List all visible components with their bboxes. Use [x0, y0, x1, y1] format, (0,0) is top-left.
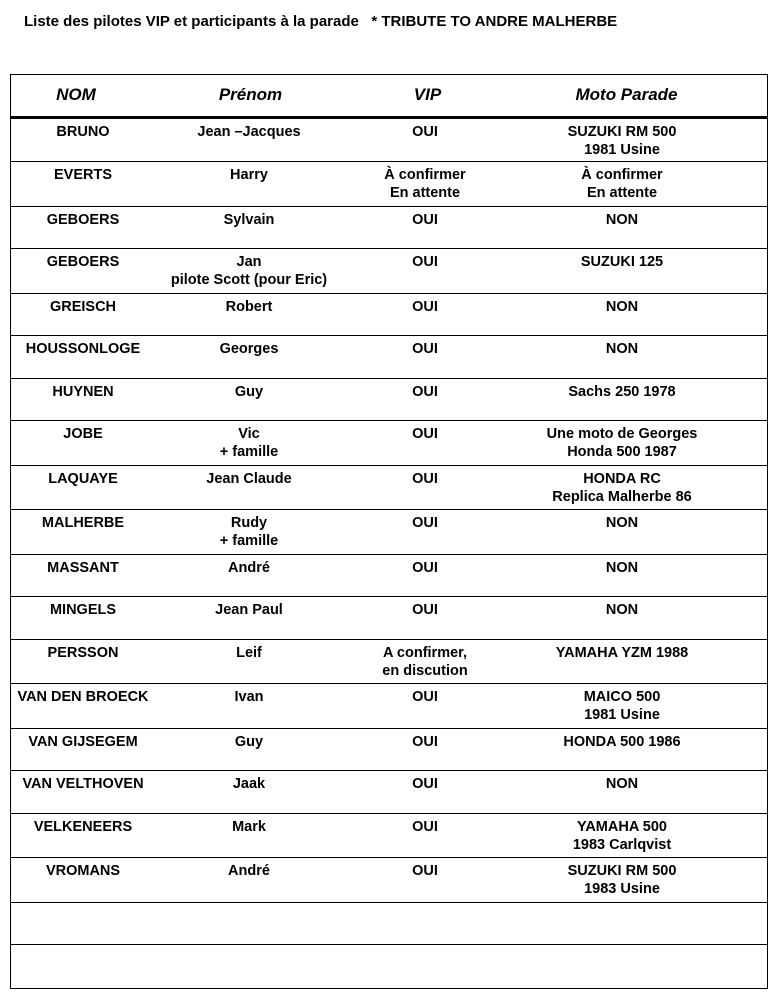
- cell-prenom-line: Rudy: [230, 515, 268, 531]
- cell-moto-line: Honda 500 1987: [567, 444, 677, 460]
- cell-vip-line: À confirmer: [384, 167, 466, 183]
- cell-moto-line: SUZUKI RM 500: [567, 123, 677, 140]
- cell-moto-line: 1983 Carlqvist: [572, 836, 672, 853]
- cell-prenom: [163, 813, 365, 858]
- cell-prenom-line: Jan: [236, 254, 262, 270]
- cell-moto: [513, 249, 767, 294]
- cell-vip-line: OUI: [412, 602, 438, 618]
- cell-moto-line: NON: [605, 341, 639, 357]
- cell-prenom-line: Jean –Jacques: [197, 123, 301, 140]
- cell-moto-line: HONDA RC: [583, 470, 661, 487]
- cell-moto: [513, 117, 767, 162]
- cell-prenom-line: Guy: [234, 733, 264, 750]
- cell-moto: [513, 510, 767, 555]
- table-row: [11, 336, 767, 379]
- table-row: [11, 117, 767, 162]
- cell-moto: [513, 813, 767, 858]
- cell-nom: MINGELS: [49, 602, 117, 618]
- cell-vip: [365, 902, 513, 945]
- cell-vip: [365, 378, 513, 421]
- cell-vip-line: OUI: [412, 559, 438, 576]
- cell-prenom: [163, 945, 365, 988]
- cell-prenom-line: Robert: [225, 298, 273, 315]
- cell-prenom: [163, 858, 365, 903]
- cell-prenom-line: André: [228, 863, 270, 879]
- cell-moto-line: NON: [605, 211, 639, 228]
- cell-moto: [513, 206, 767, 249]
- table-row: [11, 510, 767, 555]
- table-row: [11, 293, 767, 336]
- table-header-row: [11, 75, 767, 117]
- cell-moto: [513, 421, 767, 466]
- cell-vip: [365, 597, 513, 640]
- cell-moto-line: Une moto de Georges: [546, 426, 698, 442]
- cell-moto-line: NON: [605, 515, 639, 531]
- page-title: Liste des pilotes VIP et participants à la parade * TRIBUTE TO ANDRE MALHERBE: [24, 13, 618, 30]
- column-header-prenom: Prénom: [163, 75, 365, 117]
- cell-prenom: [163, 465, 365, 510]
- cell-prenom: [163, 639, 365, 684]
- cell-prenom: [163, 771, 365, 814]
- cell-nom: HOUSSONLOGE: [25, 341, 141, 357]
- cell-prenom-line: André: [228, 559, 270, 576]
- cell-prenom: [163, 162, 365, 207]
- cell-nom: [11, 945, 163, 988]
- cell-moto: [513, 684, 767, 729]
- cell-prenom-line: pilote Scott (pour Eric): [170, 272, 328, 288]
- cell-prenom-line: + famille: [219, 533, 279, 549]
- cell-prenom: [163, 421, 365, 466]
- cell-vip: [365, 945, 513, 988]
- cell-moto: [513, 902, 767, 945]
- cell-moto-line: SUZUKI 125: [580, 254, 664, 270]
- cell-vip-line: OUI: [412, 341, 438, 357]
- table-row: [11, 421, 767, 466]
- cell-vip: [365, 336, 513, 379]
- cell-prenom-line: Georges: [219, 341, 279, 357]
- cell-moto-line: 1983 Usine: [584, 881, 660, 897]
- cell-nom: VELKENEERS: [33, 818, 133, 835]
- cell-prenom: [163, 902, 365, 945]
- cell-prenom-line: Jean Paul: [215, 602, 283, 618]
- cell-vip: [365, 117, 513, 162]
- cell-nom: VAN VELTHOVEN: [22, 776, 144, 792]
- cell-moto: [513, 336, 767, 379]
- cell-moto-line: NON: [605, 559, 639, 576]
- table-row: [11, 771, 767, 814]
- cell-moto-line: YAMAHA YZM 1988: [555, 644, 689, 661]
- cell-nom: GEBOERS: [46, 211, 120, 228]
- cell-prenom-line: Jean Claude: [206, 470, 292, 487]
- table-row: [11, 162, 767, 207]
- cell-prenom: [163, 336, 365, 379]
- table-row: [11, 728, 767, 771]
- cell-vip-line: OUI: [412, 470, 438, 487]
- cell-prenom: [163, 117, 365, 162]
- cell-nom: GREISCH: [49, 298, 117, 315]
- cell-vip-line: OUI: [412, 515, 438, 531]
- cell-vip-line: OUI: [412, 383, 438, 400]
- cell-vip-line: OUI: [412, 776, 438, 792]
- cell-prenom: [163, 554, 365, 597]
- cell-prenom: [163, 249, 365, 294]
- cell-prenom-line: Vic: [238, 426, 260, 442]
- cell-vip-line: En attente: [389, 185, 461, 201]
- cell-vip: [365, 858, 513, 903]
- column-header-moto-parade: Moto Parade: [513, 75, 767, 117]
- table-row: [11, 249, 767, 294]
- cell-nom: [11, 902, 163, 945]
- cell-moto: [513, 162, 767, 207]
- cell-vip-line: A confirmer,: [382, 644, 468, 661]
- column-header-vip: VIP: [365, 75, 513, 117]
- cell-vip-line: OUI: [412, 733, 438, 750]
- cell-moto-line: À confirmer: [581, 167, 663, 183]
- cell-vip-line: OUI: [412, 123, 438, 140]
- table-row: [11, 378, 767, 421]
- cell-moto: [513, 771, 767, 814]
- cell-vip: [365, 293, 513, 336]
- cell-moto-line: 1981 Usine: [584, 141, 660, 158]
- cell-nom: EVERTS: [53, 167, 112, 183]
- table-row: [11, 465, 767, 510]
- table-row: [11, 684, 767, 729]
- cell-vip: [365, 728, 513, 771]
- table-row: [11, 639, 767, 684]
- cell-moto-line: MAICO 500: [583, 689, 661, 705]
- cell-vip-line: en discution: [382, 662, 468, 679]
- cell-prenom-line: Jaak: [232, 776, 266, 792]
- cell-prenom: [163, 597, 365, 640]
- cell-moto-line: Sachs 250 1978: [568, 383, 676, 400]
- cell-moto: [513, 858, 767, 903]
- cell-vip: [365, 249, 513, 294]
- cell-prenom: [163, 293, 365, 336]
- cell-prenom-line: Sylvain: [223, 211, 275, 228]
- cell-nom: LAQUAYE: [48, 470, 118, 487]
- cell-moto: [513, 293, 767, 336]
- cell-moto: [513, 597, 767, 640]
- cell-nom: VROMANS: [45, 863, 121, 879]
- cell-nom: VAN DEN BROECK: [17, 689, 149, 705]
- table-row: [11, 554, 767, 597]
- cell-prenom-line: + famille: [219, 444, 279, 460]
- cell-vip: [365, 813, 513, 858]
- cell-moto: [513, 728, 767, 771]
- cell-moto-line: NON: [605, 298, 639, 315]
- table-row: [11, 597, 767, 640]
- table-row: [11, 206, 767, 249]
- column-header-nom: NOM: [11, 75, 163, 117]
- cell-moto: [513, 554, 767, 597]
- cell-prenom-line: Guy: [234, 383, 264, 400]
- cell-moto: [513, 639, 767, 684]
- cell-nom: HUYNEN: [52, 383, 114, 400]
- cell-vip: [365, 639, 513, 684]
- cell-moto-line: NON: [605, 602, 639, 618]
- cell-moto: [513, 465, 767, 510]
- cell-prenom: [163, 728, 365, 771]
- cell-vip-line: OUI: [412, 298, 438, 315]
- cell-prenom: [163, 378, 365, 421]
- pilots-table: [10, 74, 768, 989]
- cell-prenom: [163, 510, 365, 555]
- cell-vip: [365, 206, 513, 249]
- cell-prenom-line: Ivan: [234, 689, 264, 705]
- cell-moto-line: SUZUKI RM 500: [567, 863, 677, 879]
- cell-nom: MALHERBE: [41, 515, 125, 531]
- cell-vip: [365, 684, 513, 729]
- cell-vip: [365, 510, 513, 555]
- cell-moto: [513, 378, 767, 421]
- cell-prenom: [163, 206, 365, 249]
- table-row: [11, 945, 767, 988]
- cell-nom: BRUNO: [56, 123, 110, 140]
- table-row: [11, 813, 767, 858]
- cell-vip: [365, 465, 513, 510]
- cell-moto-line: Replica Malherbe 86: [552, 488, 692, 505]
- cell-vip-line: OUI: [412, 863, 438, 879]
- cell-moto-line: 1981 Usine: [584, 707, 660, 723]
- cell-moto-line: YAMAHA 500: [577, 818, 667, 835]
- cell-prenom-line: Mark: [232, 818, 266, 835]
- cell-moto: [513, 945, 767, 988]
- cell-prenom-line: Harry: [230, 167, 268, 183]
- cell-vip: [365, 771, 513, 814]
- cell-nom: MASSANT: [47, 559, 119, 576]
- cell-vip-line: OUI: [412, 254, 438, 270]
- cell-nom: PERSSON: [47, 644, 119, 661]
- cell-nom: JOBE: [63, 426, 103, 442]
- cell-vip-line: OUI: [412, 426, 438, 442]
- cell-vip: [365, 421, 513, 466]
- cell-vip-line: OUI: [412, 818, 438, 835]
- cell-vip-line: OUI: [412, 689, 438, 705]
- cell-moto-line: En attente: [586, 185, 658, 201]
- cell-nom: GEBOERS: [46, 254, 120, 270]
- cell-prenom-line: Leif: [236, 644, 262, 661]
- cell-vip-line: OUI: [412, 211, 438, 228]
- table-row: [11, 858, 767, 903]
- cell-moto-line: HONDA 500 1986: [563, 733, 681, 750]
- cell-nom: VAN GIJSEGEM: [28, 733, 138, 750]
- table-row: [11, 902, 767, 945]
- cell-vip: [365, 554, 513, 597]
- cell-vip: [365, 162, 513, 207]
- cell-moto-line: NON: [605, 776, 639, 792]
- cell-prenom: [163, 684, 365, 729]
